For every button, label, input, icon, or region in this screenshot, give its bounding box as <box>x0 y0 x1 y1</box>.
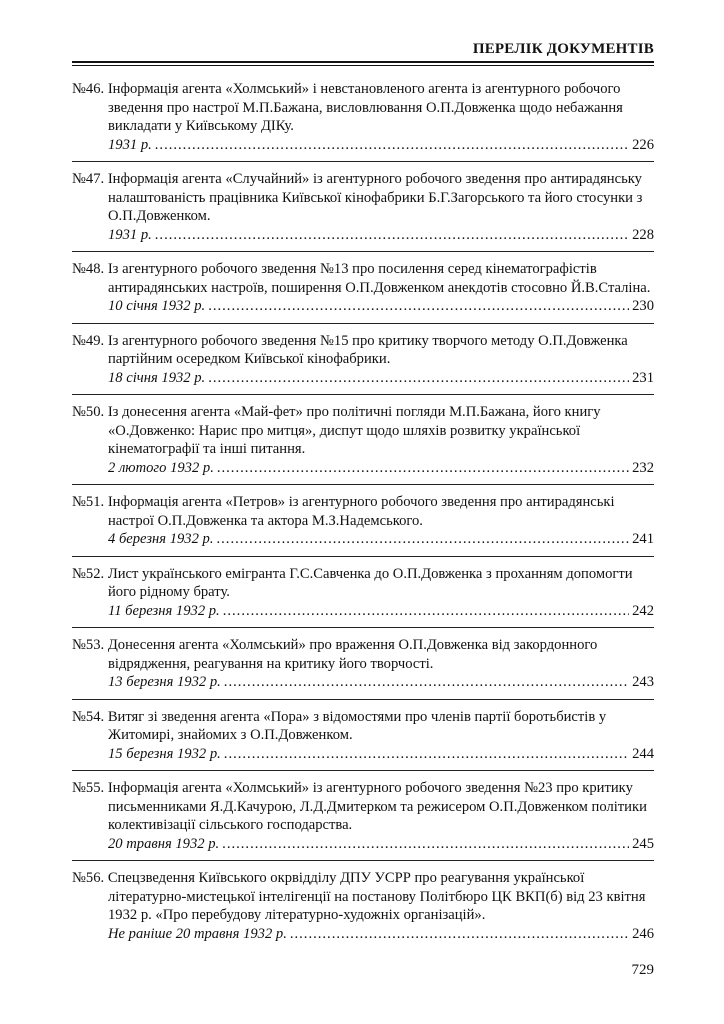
running-header <box>72 40 654 66</box>
document-entry-51 <box>72 493 654 549</box>
entry-description: №47. Інформація агента «Случайний» із агентурного робочого зведення про антирадянську налаштованість працівника Київської кінофабрики Б.Г.Загорського та його стосунки з О.П.Довженком. <box>72 171 643 224</box>
entry-date-line <box>72 925 654 944</box>
entry-date-line <box>72 226 654 245</box>
entry-description: №46. Інформація агента «Холмський» і невстановленого агента із агентурного робочого зведення про настрої М.П.Бажана, висловлювання О.П.Довженка щодо небажання викладати у Київському ДІКу. <box>72 81 623 134</box>
entry-description: №53. Донесення агента «Холмський» про враження О.П.Довженка від закордонного відрядження, реагування на критику його творчості. <box>72 637 598 672</box>
entry-date-line <box>72 530 654 549</box>
entry-description: №51. Інформація агента «Петров» із агентурного робочого зведення про антирадянські настрої О.П.Довженка та актора М.З.Надемського. <box>72 494 615 529</box>
entry-divider <box>72 394 654 395</box>
document-entry-56 <box>72 869 654 943</box>
dot-leader <box>224 673 629 692</box>
entry-date: Не раніше 20 травня 1932 р. <box>108 925 287 942</box>
entry-date-line <box>72 745 654 764</box>
entry-divider <box>72 556 654 557</box>
entry-page: 245 <box>632 835 654 852</box>
document-entry-48 <box>72 260 654 316</box>
entry-description: №55. Інформація агента «Холмський» із агентурного робочого зведення №23 про критику письменниками Я.Д.Качурою, Л.Д.Дмитерком та режисером О.П.Довженком політики колективізації сільського господарства. <box>72 780 647 833</box>
entry-page: 246 <box>632 925 654 942</box>
entry-date: 13 березня 1932 р. <box>108 674 221 690</box>
entry-date-line <box>72 673 654 692</box>
entry-description: №56. Спецзведення Київського окрвідділу ДПУ УСРР про реагування української літературно-мистецької інтелігенції на постанову Політбюро ЦК ВКП(б) від 23 квітня 1932 р. «Про перебудову літературно-художніх організацій». <box>72 870 646 923</box>
entry-divider <box>72 484 654 485</box>
document-entry-47 <box>72 170 654 244</box>
entry-page: 232 <box>632 459 654 476</box>
document-entry-46 <box>72 80 654 154</box>
entry-description: №54. Витяг зі зведення агента «Пора» з відомостями про членів партії боротьбистів у Житомирі, знайомих з О.П.Довженком. <box>72 708 607 743</box>
entry-date: 2 лютого 1932 р. <box>108 459 214 476</box>
entry-description: №48. Із агентурного робочого зведення №13 про посилення серед кінематографістів антирадянських настроїв, поширення О.П.Довженком анекдотів стосовно Й.В.Сталіна. <box>72 261 651 296</box>
entry-page: 228 <box>632 226 654 243</box>
dot-leader <box>290 925 629 944</box>
header-title: ПЕРЕЛІК ДОКУМЕНТІВ <box>472 41 654 57</box>
entry-page: 242 <box>632 602 654 619</box>
entry-divider <box>72 627 654 628</box>
entry-date: 4 березня 1932 р. <box>108 531 214 547</box>
dot-leader <box>222 835 629 854</box>
entry-page: 230 <box>632 298 654 314</box>
entry-date: 20 травня 1932 р. <box>108 835 220 852</box>
entry-description: №50. Із донесення агента «Май-фет» про політичні погляди М.П.Бажана, його книгу «О.Довженко: Нарис про митця», диспут щодо шляхів розвитку української кінематографії та інші питання. <box>72 404 601 457</box>
entry-page: 241 <box>632 531 654 547</box>
entry-divider <box>72 770 654 771</box>
entry-date-line <box>72 297 654 316</box>
document-entry-49 <box>72 332 654 388</box>
dot-leader <box>217 459 629 478</box>
document-list <box>72 80 654 943</box>
dot-leader <box>224 745 629 764</box>
entry-date: 11 березня 1932 р. <box>108 602 220 619</box>
entry-divider <box>72 161 654 162</box>
header-rule-thick <box>72 61 654 63</box>
entry-date-line <box>72 369 654 388</box>
entry-date: 1931 р. <box>108 226 152 243</box>
entry-date-line <box>72 136 654 155</box>
entry-date-line <box>72 835 654 854</box>
entry-page: 243 <box>632 674 654 690</box>
entry-page: 226 <box>632 136 654 153</box>
document-entry-52 <box>72 565 654 621</box>
entry-date: 1931 р. <box>108 136 152 153</box>
entry-date-line <box>72 602 654 621</box>
document-entry-54 <box>72 708 654 764</box>
document-entry-55 <box>72 779 654 853</box>
dot-leader <box>208 369 629 388</box>
entry-divider <box>72 251 654 252</box>
document-entry-53 <box>72 636 654 692</box>
entry-divider <box>72 323 654 324</box>
entry-divider <box>72 860 654 861</box>
header-rule-thin <box>72 65 654 66</box>
entry-page: 231 <box>632 369 654 386</box>
document-entry-50 <box>72 403 654 477</box>
dot-leader <box>155 136 629 155</box>
entry-description: №52. Лист українського емігранта Г.С.Савченка до О.П.Довженка з проханням допомогти його рідному брату. <box>72 565 633 600</box>
entry-date: 10 січня 1932 р. <box>108 298 206 314</box>
dot-leader <box>208 297 629 316</box>
entry-page: 244 <box>632 745 654 762</box>
entry-description: №49. Із агентурного робочого зведення №15 про критику творчого методу О.П.Довженка партійним осередком Київської кінофабрики. <box>72 332 628 367</box>
entry-date: 15 березня 1932 р. <box>108 745 221 762</box>
entry-date-line <box>72 459 654 478</box>
entry-divider <box>72 699 654 700</box>
dot-leader <box>217 530 630 549</box>
dot-leader <box>155 226 629 245</box>
page-number: 729 <box>631 962 654 978</box>
entry-date: 18 січня 1932 р. <box>108 369 206 386</box>
dot-leader <box>223 602 629 621</box>
